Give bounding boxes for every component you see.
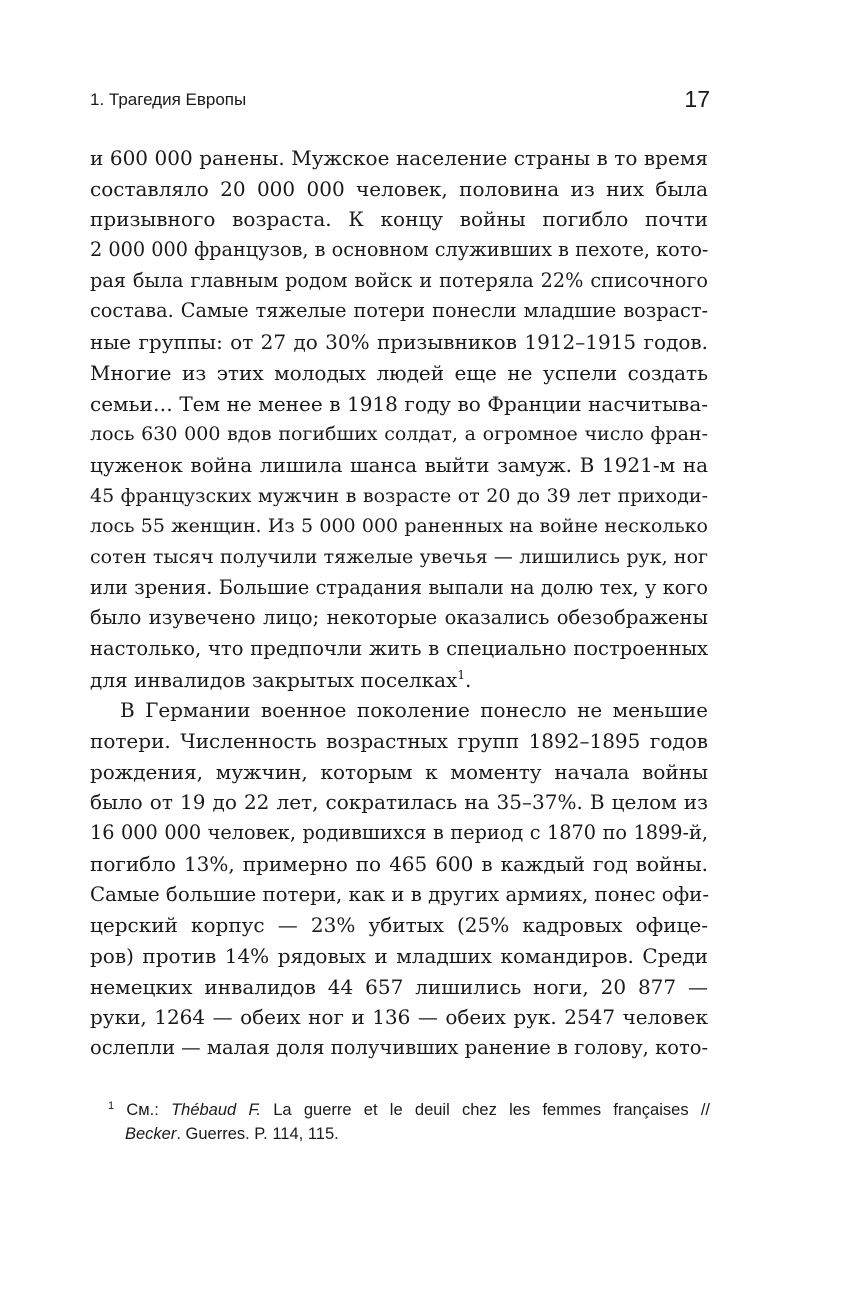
text-line: погибло 13%, примерно по 465 600 в каждый год войны. — [90, 851, 708, 876]
footnote-author: Becker — [125, 1125, 177, 1143]
footnote-line — [108, 1098, 710, 1122]
footnote-prefix: См.: — [126, 1101, 172, 1119]
running-head — [90, 88, 710, 114]
footnote-author: Thébaud F. — [171, 1101, 261, 1119]
text-line: рая была главным родом войск и потеряла 22% списочного — [90, 268, 708, 292]
text-line: 16 000 000 человек, родившихся в период с 1870 по 1899-й, — [90, 821, 708, 845]
text-line: сотен тысяч получили тяжелые увечья — лишились рук, ног — [90, 545, 708, 568]
text-line: Многие из этих молодых людей еще не успели создать — [90, 360, 708, 385]
text-line: цуженок война лишила шанса выйти замуж. В 1921-м на — [90, 452, 708, 477]
text-line-content: для инвалидов закрытых поселках — [90, 667, 458, 692]
text-line: рождения, мужчин, которым к моменту начала войны — [90, 759, 708, 784]
text-line: состава. Самые тяжелые потери понесли младшие возраст- — [90, 299, 708, 323]
text-line: было изувечено лицо; некоторые оказались обезображены — [90, 606, 708, 630]
text-line: Самые большие потери, как и в других армиях, понес офи- — [90, 882, 709, 906]
footnote-mark: 1 — [108, 1100, 115, 1112]
text-line: лось 630 000 вдов погибших солдат, а огромное число фран- — [90, 423, 708, 446]
text-line: призывного возраста. К концу войны погибло почти — [90, 207, 708, 232]
footnote-source: . Guerres. P. 114, 115. — [176, 1125, 339, 1143]
text-line: было от 19 до 22 лет, сократилась на 35–37%. В целом из — [90, 790, 708, 815]
chapter-title: 1. Трагедия Европы — [90, 90, 247, 109]
text-line: ров) против 14% рядовых и младших командиров. Среди — [90, 943, 708, 968]
text-line: руки, 1264 — обеих ног и 136 — обеих рук. 2547 человек — [90, 1005, 708, 1030]
text-line: потери. Численность возрастных групп 1892–1895 годов — [90, 729, 708, 754]
page-number: 17 — [684, 86, 710, 112]
text-line: семьи… Тем не менее в 1918 году во Франции насчитыва- — [90, 391, 708, 416]
text-line: и 600 000 ранены. Мужское население страны в то время — [90, 146, 708, 170]
text-line: 45 французских мужчин в возрасте от 20 до 39 лет приходи- — [90, 484, 708, 507]
footnote — [108, 1098, 710, 1146]
footnote-line — [108, 1122, 710, 1146]
text-line: церский корпус — 23% убитых (25% кадровых офице- — [90, 913, 708, 938]
text-line: настолько, что предпочли жить в специально построенных — [90, 637, 708, 660]
footnote-reference[interactable]: 1 — [457, 667, 465, 682]
text-line: ослепли — малая доля получивших ранение в голову, кото- — [90, 1035, 709, 1059]
body-text — [90, 143, 708, 1064]
text-line: или зрения. Большие страдания выпали на долю тех, у кого — [90, 575, 708, 599]
text-line: немецких инвалидов 44 657 лишились ноги, 20 877 — — [90, 974, 708, 999]
paragraph-first-line: В Германии военное поколение понесло не меньшие — [120, 698, 708, 723]
text-line: ные группы: от 27 до 30% призывников 1912–1915 годов. — [90, 330, 708, 355]
footnote-title: La guerre et le deuil chez les femmes françaises // — [261, 1101, 710, 1119]
text-line: лось 55 женщин. Из 5 000 000 раненных на войне несколько — [90, 515, 708, 538]
text-line: для инвалидов закрытых поселках$^1$. — [90, 667, 472, 692]
text-line: составляло 20 000 000 человек, половина из них была — [90, 176, 708, 201]
text-line: 2 000 000 французов, в основном служивших в пехоте, кото- — [90, 238, 709, 262]
